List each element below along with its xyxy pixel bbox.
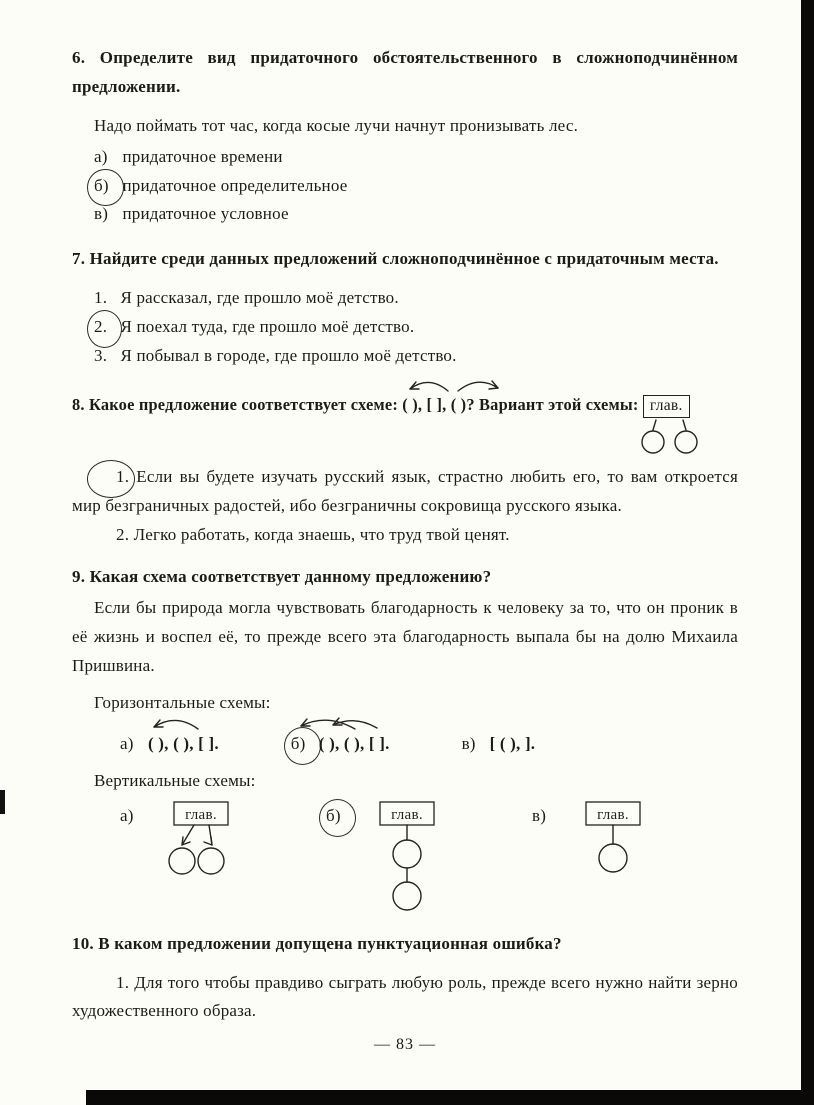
question-8-item-1	[72, 463, 738, 521]
item-1-text: Если вы будете изучать русский язык, страстно любить его, то вам откроется мир безграничных радостей, ибо безграничны сокровища русского языка.	[72, 466, 739, 515]
page-content	[72, 44, 738, 1026]
question-8-title	[72, 391, 738, 419]
question-8-scheme-notation	[402, 391, 474, 419]
option-a-text: придаточное времени	[122, 146, 283, 166]
svg-text:глав.: глав.	[391, 806, 423, 823]
item-2-label: 2.	[116, 524, 130, 544]
item-1-label-circled: 1.	[94, 463, 129, 492]
question-8-item-2	[72, 521, 738, 550]
question-7-item-2	[94, 313, 738, 342]
question-9	[72, 563, 738, 913]
scan-artifact-bottom-edge	[86, 1090, 814, 1105]
question-8	[72, 391, 738, 550]
question-6	[72, 44, 738, 229]
option-b-label-circled: б)	[326, 802, 350, 831]
scheme-a-text: ( ), ( ), [ ].	[148, 733, 219, 753]
question-7	[72, 245, 738, 371]
scheme-b-arrows-icon	[295, 717, 383, 732]
item-3-text: Я побывал в городе, где прошло моё детство.	[120, 346, 457, 366]
subordinate-circles-icon	[638, 419, 704, 461]
option-a-label: а)	[94, 146, 108, 166]
vertical-scheme-a-diagram-icon	[148, 800, 248, 880]
scheme-a-arrow-icon	[148, 717, 204, 731]
option-b-label-circled: б)	[291, 730, 315, 759]
horizontal-scheme-option-a	[120, 730, 219, 759]
question-10-title: 10. В каком предложении допущена пунктуационная ошибка?	[72, 933, 562, 953]
horizontal-schemes-label: Горизонтальные схемы:	[94, 693, 271, 713]
item-2-label-circled: 2.	[94, 313, 116, 342]
question-7-item-1	[94, 284, 738, 313]
question-6-example: Надо поймать тот час, когда косые лучи начнут пронизывать лес.	[94, 115, 579, 135]
vertical-schemes-row	[72, 800, 738, 914]
vertical-scheme-option-b	[326, 800, 454, 914]
scheme-b-notation	[319, 730, 390, 759]
option-a-label: а)	[120, 733, 134, 753]
scheme-v-notation	[490, 730, 536, 759]
svg-text:глав.: глав.	[185, 806, 217, 823]
question-7-title: 7. Найдите среди данных предложений сложноподчинённое с придаточным места.	[72, 249, 719, 269]
scheme-arrows-icon	[402, 378, 506, 394]
option-v-label: в)	[532, 805, 547, 825]
question-7-item-3	[94, 342, 738, 371]
scan-artifact-left-tick	[0, 790, 5, 814]
item-1-label: 1.	[116, 972, 130, 992]
question-6-title: 6. Определите вид придаточного обстоятельственного в сложноподчинённом предложении.	[72, 48, 738, 96]
vertical-scheme-option-a	[120, 800, 248, 880]
scheme-a-notation	[148, 730, 219, 759]
question-10	[72, 930, 738, 1027]
question-6-option-v	[94, 200, 738, 229]
vertical-schemes-label: Вертикальные схемы:	[94, 770, 256, 790]
question-8-title-after: Вариант этой схемы:	[479, 394, 639, 414]
question-8-title-before: 8. Какое предложение соответствует схеме:	[72, 394, 398, 414]
option-v-text: придаточное условное	[122, 204, 289, 224]
option-v-label: в)	[94, 204, 109, 224]
question-6-options	[72, 143, 738, 230]
scheme-v-text: [ ( ), ].	[489, 733, 536, 753]
page-number: — 83 —	[374, 1036, 436, 1053]
question-9-sentence: Если бы природа могла чувствовать благодарность к человеку за то, что он проник в её жизнь и воспел её, то прежде всего эта благодарность выпала бы на долю Михаила Пришвина.	[72, 598, 738, 676]
svg-text:глав.: глав.	[597, 806, 629, 823]
option-a-label: а)	[120, 805, 134, 825]
horizontal-scheme-option-v	[462, 730, 536, 759]
scheme-b-text: ( ), ( ), [ ].	[318, 733, 390, 753]
option-b-text: придаточное определительное	[122, 175, 348, 195]
item-2-text: Я поехал туда, где прошло моё детство.	[120, 317, 415, 337]
item-1-text: Я рассказал, где прошло моё детство.	[120, 288, 399, 308]
scheme-text: ( ), [ ], ( )?	[402, 394, 475, 414]
horizontal-scheme-option-b	[291, 730, 390, 759]
main-clause-box: глав.	[643, 395, 690, 418]
vertical-scheme-b-diagram-icon	[354, 800, 454, 914]
vertical-scheme-option-v	[532, 800, 660, 880]
question-6-option-b	[94, 172, 738, 201]
scan-artifact-right-edge	[801, 0, 814, 1105]
option-v-label: в)	[461, 733, 476, 753]
variant-scheme-diagram	[643, 391, 690, 419]
question-7-items	[72, 284, 738, 371]
item-1-text: Для того чтобы правдиво сыграть любую роль, прежде всего нужно найти зерно художественного образа.	[72, 972, 738, 1021]
option-b-label-circled: б)	[94, 172, 118, 201]
question-6-option-a	[94, 143, 738, 172]
item-1-label: 1.	[94, 288, 108, 308]
item-2-text: Легко работать, когда знаешь, что труд твой ценят.	[133, 524, 510, 544]
vertical-scheme-v-diagram-icon	[560, 800, 660, 880]
question-9-title: 9. Какая схема соответствует данному предложению?	[72, 567, 492, 587]
item-3-label: 3.	[94, 346, 108, 366]
question-10-item-1	[72, 969, 738, 1027]
horizontal-schemes-row	[72, 730, 738, 759]
